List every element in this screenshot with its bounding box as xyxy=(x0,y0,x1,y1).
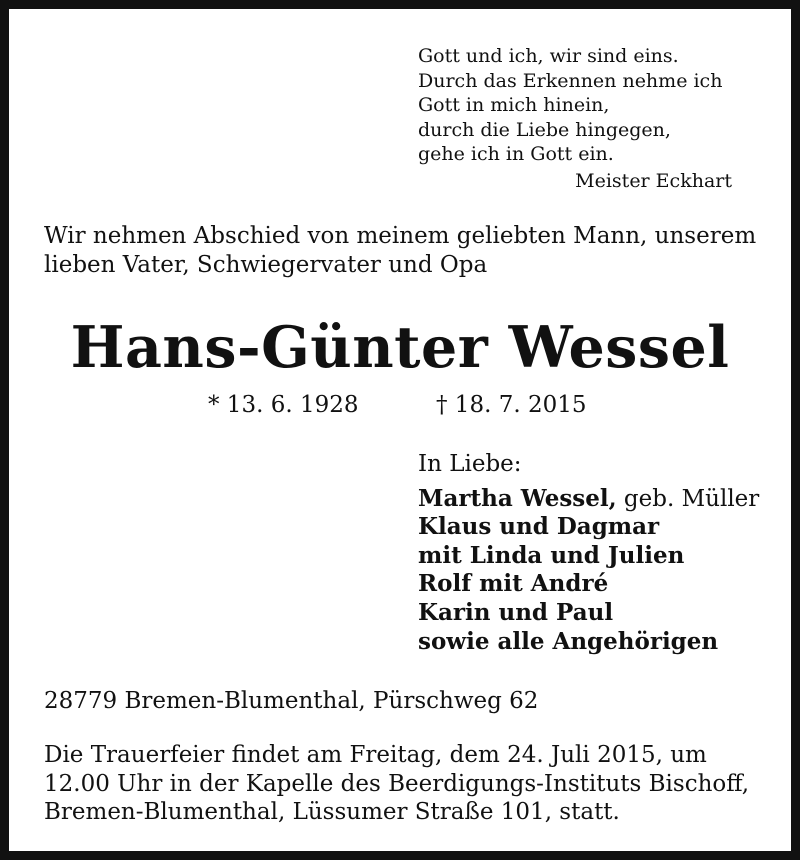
mourner-maiden-name: geb. Müller xyxy=(616,485,760,512)
poem-quote xyxy=(418,44,738,193)
mourner-entry xyxy=(418,485,778,514)
death-date: † 18. 7. 2015 xyxy=(436,392,587,418)
ceremony-details xyxy=(44,741,764,827)
poem-author: Meister Eckhart xyxy=(575,169,732,192)
mourners-list xyxy=(418,450,778,656)
mourner-entry: Karin und Paul xyxy=(418,598,614,626)
family-address: 28779 Bremen-Blumenthal, Pürschweg 62 xyxy=(44,688,539,714)
ceremony-line: Die Trauerfeier findet am Freitag, dem 24. Juli 2015, um xyxy=(44,742,707,768)
intro-line: lieben Vater, Schwiegervater und Opa xyxy=(44,252,488,278)
mourner-entry: Rolf mit André xyxy=(418,570,609,598)
ceremony-line: 12.00 Uhr in der Kapelle des Beerdigungs-Instituts Bischoff, xyxy=(44,770,750,797)
poem-line: Gott in mich hinein, xyxy=(418,94,610,116)
birth-date: * 13. 6. 1928 xyxy=(208,392,359,418)
poem-line: durch die Liebe hingegen, xyxy=(418,118,671,141)
intro-line: Wir nehmen Abschied von meinem geliebten Mann, unserem xyxy=(44,223,757,249)
mourner-entry: mit Linda und Julien xyxy=(418,541,685,569)
poem-line: Gott und ich, wir sind eins. xyxy=(418,45,679,67)
poem-line: Durch das Erkennen nehme ich xyxy=(418,69,723,92)
ceremony-line: Bremen-Blumenthal, Lüssumer Straße 101, statt. xyxy=(44,799,620,826)
mourner-entry: sowie alle Angehörigen xyxy=(418,627,719,655)
farewell-intro xyxy=(44,222,764,280)
deceased-name: Hans-Günter Wessel xyxy=(70,314,730,381)
mourner-entry: Klaus und Dagmar xyxy=(418,513,660,541)
mourners-intro: In Liebe: xyxy=(418,451,522,477)
poem-line: gehe ich in Gott ein. xyxy=(418,143,614,165)
mourner-name: Martha Wessel, xyxy=(418,484,617,512)
